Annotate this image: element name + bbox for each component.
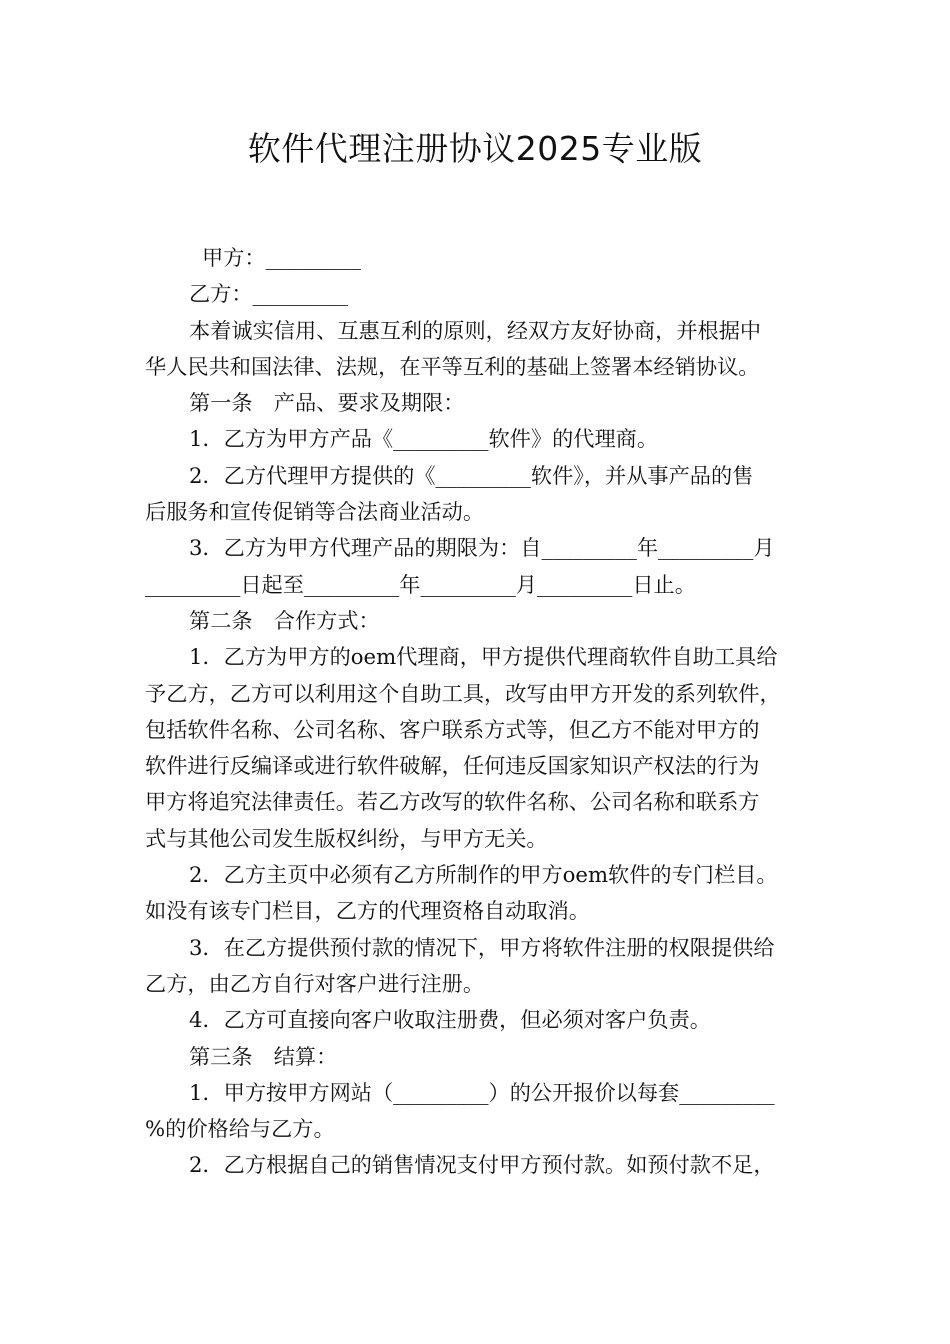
text-line: 第三条 结算：: [189, 1043, 338, 1069]
text-line: 第二条 合作方式：: [189, 607, 380, 633]
text-line: 包括软件名称、公司名称、客户联系方式等，但乙方不能对甲方的: [145, 716, 760, 742]
text-line: 1．乙方为甲方的oem代理商，甲方提供代理商软件自助工具给: [189, 644, 778, 670]
text-line: 2．乙方代理甲方提供的《_________软件》，并从事产品的售: [189, 462, 754, 488]
text-line: %的价格给与乙方。: [145, 1116, 335, 1142]
text-line: 本着诚实信用、互惠互利的原则，经双方友好协商，并根据中: [189, 317, 762, 343]
text-line: 如没有该专门栏目，乙方的代理资格自动取消。: [145, 898, 590, 924]
text-line: 甲方：_________: [202, 245, 361, 270]
text-line: 3．乙方为甲方代理产品的期限为：自_________年_________月: [189, 535, 775, 561]
document-body: [145, 240, 813, 1184]
text-line: 2．乙方主页中必须有乙方所制作的甲方oem软件的专门栏目。: [189, 862, 778, 888]
document-title: 软件代理注册协议2025专业版: [247, 129, 703, 168]
text-line: 式与其他公司发生版权纠纷，与甲方无关。: [145, 825, 548, 851]
text-line: 乙方，由乙方自行对客户进行注册。: [145, 970, 485, 996]
text-line: 3．在乙方提供预付款的情况下，甲方将软件注册的权限提供给: [189, 934, 775, 960]
text-line: 予乙方，乙方可以利用这个自助工具，改写由甲方开发的系列软件，: [145, 680, 781, 706]
text-line: _________日起至_________年_________月_________日止。: [145, 571, 696, 597]
text-line: 软件进行反编译或进行软件破解，任何违反国家知识产权法的行为: [145, 753, 760, 779]
text-line: 4．乙方可直接向客户收取注册费，但必须对客户负责。: [189, 1007, 711, 1033]
text-line: 甲方将追究法律责任。若乙方改写的软件名称、公司名称和联系方: [145, 789, 760, 815]
text-line: 1．甲方按甲方网站（_________）的公开报价以每套_________: [189, 1079, 775, 1105]
text-line: 华人民共和国法律、法规，在平等互利的基础上签署本经销协议。: [145, 353, 760, 379]
text-line: 后服务和宣传促销等合法商业活动。: [145, 499, 485, 525]
text-line: 第一条 产品、要求及期限：: [189, 390, 465, 416]
text-line: 2．乙方根据自己的销售情况支付甲方预付款。如预付款不足，: [189, 1152, 775, 1178]
text-line: 乙方：_________: [189, 281, 348, 307]
text-line: 1．乙方为甲方产品《_________软件》的代理商。: [189, 426, 659, 452]
